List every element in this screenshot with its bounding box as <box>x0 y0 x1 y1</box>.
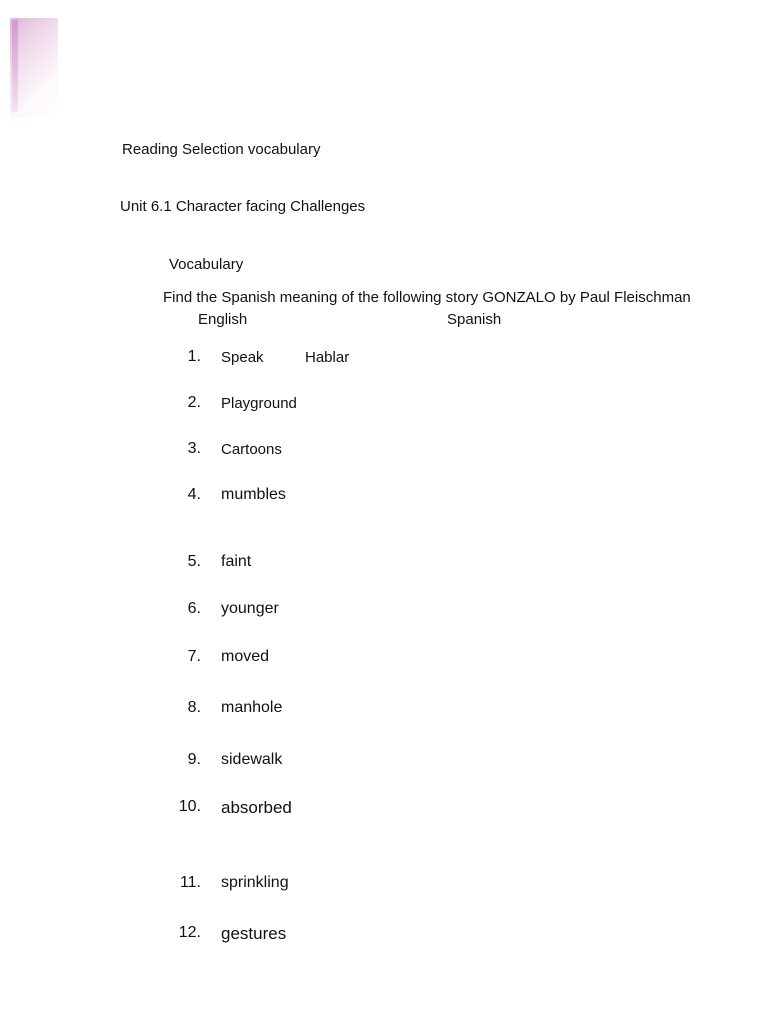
vocab-item <box>0 925 768 947</box>
item-number: 4. <box>187 486 201 503</box>
item-number: 7. <box>187 648 201 665</box>
vocab-item <box>0 349 768 371</box>
vocab-item <box>0 395 768 417</box>
item-number: 9. <box>187 751 201 768</box>
vocab-item <box>0 487 768 509</box>
scan-smudge-band <box>12 20 18 112</box>
unit-title: Unit 6.1 Character facing Challenges <box>120 198 366 215</box>
item-number: 5. <box>187 553 201 570</box>
item-english-word: sidewalk <box>221 751 283 768</box>
item-english-word: mumbles <box>221 486 286 503</box>
vocab-item <box>0 700 768 722</box>
column-header-spanish: Spanish <box>447 311 502 328</box>
item-number: 11. <box>179 874 201 891</box>
vocab-item <box>0 441 768 463</box>
item-number: 10. <box>178 798 201 815</box>
item-english-word: manhole <box>221 699 283 716</box>
item-english-word: sprinkling <box>221 874 289 891</box>
item-english-word: faint <box>221 553 252 570</box>
item-number: 6. <box>187 600 201 617</box>
instructions-text: Find the Spanish meaning of the following story GONZALO by Paul Fleischman <box>163 289 691 306</box>
item-number: 3. <box>187 440 201 457</box>
item-number: 8. <box>187 699 201 716</box>
item-english-word: Playground <box>221 395 297 412</box>
vocab-item <box>0 554 768 576</box>
vocab-item <box>0 752 768 774</box>
item-english-word: absorbed <box>221 798 292 817</box>
item-english-word: younger <box>221 600 279 617</box>
item-spanish-answer: Hablar <box>305 349 350 366</box>
item-english-word: Speak <box>221 349 264 366</box>
item-number: 2. <box>187 394 201 411</box>
item-english-word: gestures <box>221 924 287 943</box>
item-number: 12. <box>178 924 201 941</box>
vocab-item <box>0 601 768 623</box>
item-english-word: moved <box>221 648 270 665</box>
vocab-item <box>0 799 768 821</box>
vocabulary-heading: Vocabulary <box>169 256 244 273</box>
column-header-english: English <box>198 311 248 328</box>
vocab-item <box>0 875 768 897</box>
item-english-word: Cartoons <box>221 441 282 458</box>
document-title: Reading Selection vocabulary <box>122 141 321 158</box>
item-number: 1. <box>187 348 201 365</box>
vocab-item <box>0 649 768 671</box>
